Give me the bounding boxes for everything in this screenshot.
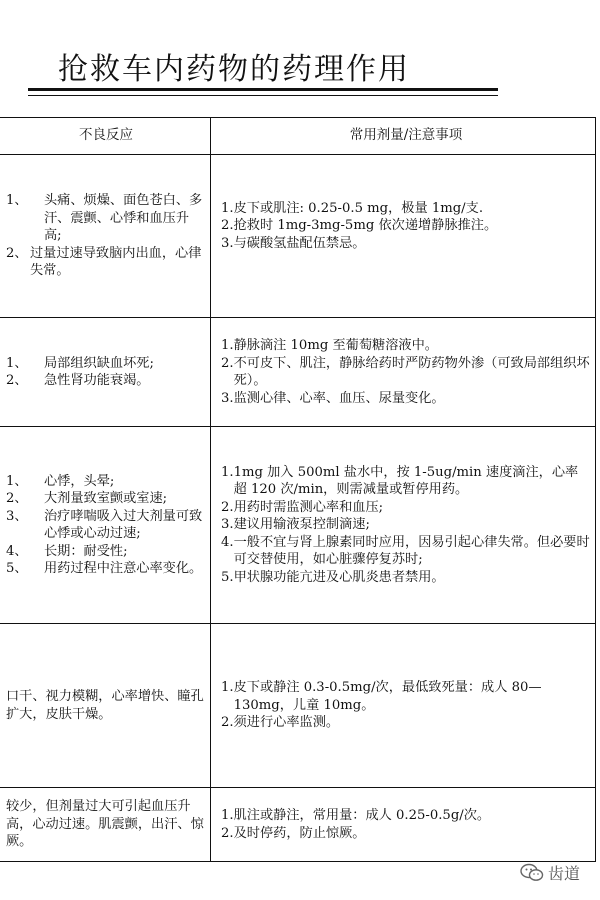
list-item [221, 679, 591, 714]
table-row [0, 788, 595, 861]
adverse-text: 口干、视力模糊，心率增快、瞳孔扩大，皮肤干燥。 [6, 689, 204, 722]
title-underline-thick [28, 88, 498, 91]
list-item [6, 372, 206, 390]
page-title: 抢救车内药物的药理作用 [58, 52, 410, 87]
item-number: 2. [221, 715, 234, 731]
item-text: 治疗哮喘吸入过大剂量可致心悸或心动过速; [44, 508, 203, 541]
item-text: 过量过速导致脑内出血，心律失常。 [30, 245, 202, 279]
list-item [221, 390, 591, 408]
item-text: 1mg 加入 500ml 盐水中，按 1-5ug/min 速度滴注，心率超 120 次/min，则需减量或暂停用药。 [233, 464, 579, 498]
header-adverse-reactions: 不良反应 [79, 127, 133, 144]
dosage-cell [211, 318, 595, 426]
table-row [0, 624, 595, 788]
header-dosage-notes: 常用剂量/注意事项 [349, 127, 463, 144]
item-number: 3. [221, 517, 234, 533]
list-item [221, 464, 591, 499]
adverse-cell [0, 788, 210, 861]
table-row [0, 318, 595, 427]
item-number: 2. [221, 499, 234, 515]
table-header-row [0, 118, 595, 155]
item-number: 2、 [6, 245, 28, 261]
item-number: 1、 [6, 193, 28, 209]
list-item [221, 825, 591, 843]
list-item [221, 714, 591, 732]
item-text: 皮下或静注 0.3-0.5mg/次，最低致死量：成人 80—130mg，儿童 10mg。 [233, 680, 542, 713]
item-text: 肌注或静注，常用量：成人 0.25-0.5g/次。 [233, 808, 491, 823]
list-item [221, 534, 591, 569]
item-text: 与碳酸氢盐配伍禁忌。 [233, 235, 366, 251]
list-item [221, 217, 591, 235]
item-number: 1. [221, 200, 234, 216]
wechat-icon [520, 863, 544, 883]
dosage-cell [211, 624, 595, 787]
title-underline-thin [28, 95, 498, 96]
item-text: 局部组织缺血坏死; [44, 355, 154, 371]
list-item [6, 245, 206, 280]
item-number: 3、 [6, 508, 28, 524]
item-text: 监测心律、心率、血压、尿量变化。 [233, 390, 445, 406]
item-number: 3. [221, 235, 234, 251]
list-item [6, 560, 206, 578]
item-text: 头痛、烦燥、面色苍白、多汗、震颤、心悸和血压升高; [44, 193, 203, 244]
table-row [0, 155, 595, 318]
item-text: 急性肾功能衰竭。 [44, 373, 150, 388]
item-number: 2. [221, 355, 234, 371]
dosage-cell [211, 427, 595, 623]
adverse-cell [0, 427, 210, 623]
item-number: 1. [221, 338, 234, 353]
list-item [221, 235, 591, 253]
list-item [6, 508, 206, 543]
list-item [221, 355, 591, 390]
item-number: 3. [221, 390, 234, 406]
item-number: 4. [221, 534, 234, 550]
item-text: 大剂量致室颤或室速; [44, 491, 168, 506]
item-number: 5、 [6, 561, 28, 576]
item-number: 2. [221, 825, 234, 841]
item-number: 2. [221, 218, 234, 234]
item-number: 2、 [6, 373, 28, 388]
adverse-cell [0, 624, 210, 787]
item-number: 1、 [6, 355, 28, 371]
list-item [221, 337, 591, 355]
watermark-text: 齿道 [547, 864, 580, 883]
item-number: 4、 [6, 543, 28, 559]
item-text: 静脉滴注 10mg 至葡萄糖溶液中。 [233, 338, 438, 353]
list-item [221, 807, 591, 825]
adverse-cell [0, 318, 210, 426]
item-text: 及时停药，防止惊厥。 [233, 825, 366, 841]
item-number: 1. [221, 680, 234, 696]
drug-table [0, 117, 596, 862]
dosage-cell [211, 788, 595, 861]
list-item [6, 192, 206, 245]
item-text: 抢救时 1mg-3mg-5mg 依次递增静脉推注。 [233, 218, 498, 234]
item-number: 1. [221, 808, 234, 823]
item-text: 不可皮下、肌注，静脉给药时严防药物外渗（可致局部组织坏死）。 [233, 355, 590, 388]
list-item [221, 499, 591, 517]
wechat-watermark [520, 861, 580, 884]
item-text: 长期：耐受性; [44, 543, 128, 559]
adverse-text: 较少，但剂量过大可引起血压升高，心动过速。肌震颤，出汗、惊厥。 [6, 799, 204, 850]
table-row [0, 427, 595, 624]
list-item [221, 516, 591, 534]
item-number: 1. [221, 464, 234, 480]
item-text: 用药过程中注意心率变化。 [44, 561, 203, 576]
item-text: 一般不宜与肾上腺素同时应用，因易引起心律失常。但必要时可交替使用，如心脏骤停复苏时; [233, 534, 590, 568]
list-item [6, 490, 206, 508]
adverse-cell [0, 155, 210, 317]
item-text: 皮下或肌注: 0.25-0.5 mg，极量 1mg/支. [233, 200, 484, 216]
item-text: 须进行心率监测。 [233, 715, 340, 731]
item-number: 5. [221, 569, 234, 585]
list-item [6, 473, 206, 491]
list-item [221, 569, 591, 587]
item-number: 2、 [6, 491, 28, 506]
item-text: 甲状腺功能亢进及心肌炎患者禁用。 [233, 569, 445, 585]
item-text: 建议用输液泵控制滴速; [233, 517, 370, 533]
list-item [6, 543, 206, 561]
item-text: 用药时需监测心率和血压; [233, 499, 384, 515]
item-text: 心悸，头晕; [44, 473, 115, 489]
dosage-cell [211, 155, 595, 317]
list-item [6, 355, 206, 373]
list-item [221, 200, 591, 218]
item-number: 1、 [6, 473, 28, 489]
